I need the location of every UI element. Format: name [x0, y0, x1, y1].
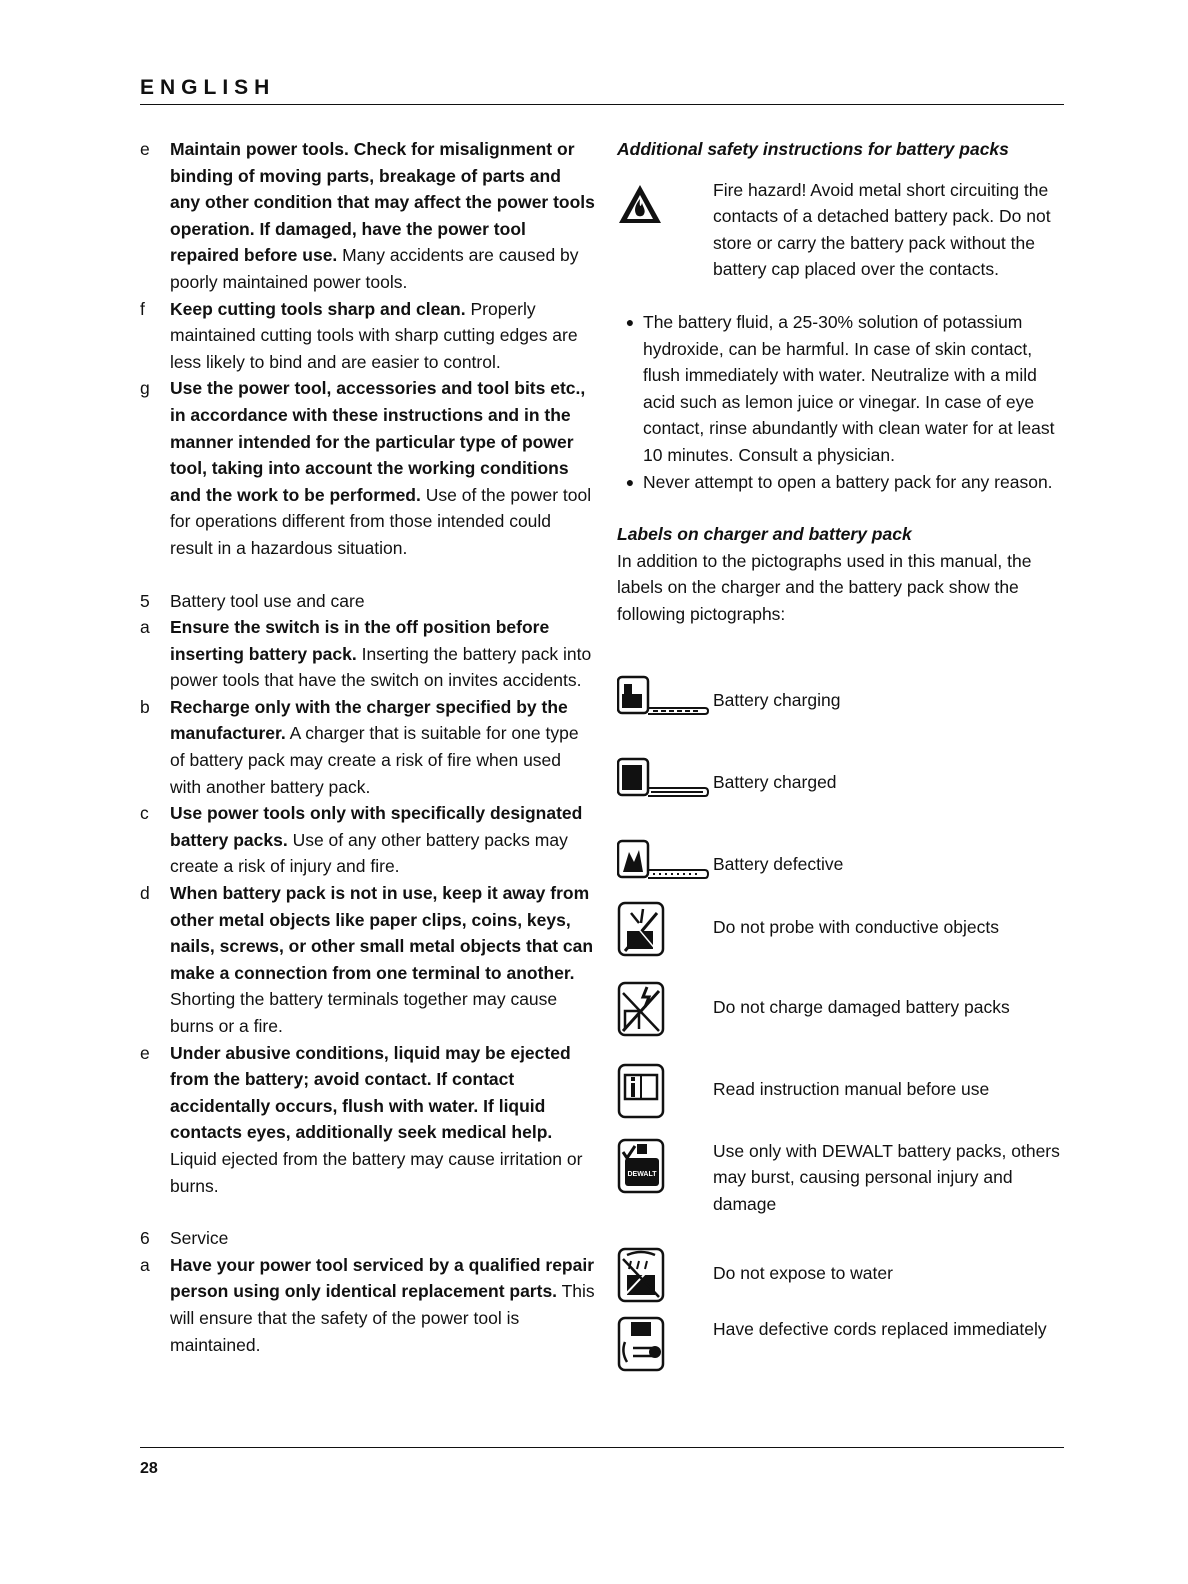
pictograph-row: Do not charge damaged battery packs: [617, 974, 1067, 1044]
list-item: a Have your power tool serviced by a qualified repair person using only identical replacement parts. This will ensure that the safety of the power tool is maintained.: [140, 1254, 595, 1355]
list-item: ● Never attempt to open a battery pack for any reason.: [625, 471, 1053, 492]
pictograph-row: Have defective cords replaced immediately: [617, 1316, 1067, 1382]
pictograph-row: Do not expose to water: [617, 1240, 1067, 1310]
pictograph-row: Battery defective: [617, 818, 1067, 880]
fire-hazard-icon: [617, 177, 713, 283]
no-probe-icon: [617, 901, 713, 957]
list-item: g Use the power tool, accessories and tool bits etc., in accordance with these instructions and in the manner intended for the particular type of power tool, taking into account the working conditions and the work to be performed. Use of the power tool for operations different from those intended could result in a hazardous situation.: [140, 378, 592, 558]
no-water-icon: [617, 1247, 713, 1303]
list-item: a Ensure the switch is in the off position before inserting battery pack. Inserting the battery pack into power tools that have the switch on invites accidents.: [140, 617, 592, 691]
dewalt-battery-icon: [617, 1138, 713, 1194]
language-title: ENGLISH: [140, 76, 276, 99]
page-number: 28: [140, 1460, 158, 1477]
list-item: ● The battery fluid, a 25-30% solution of potassium hydroxide, can be harmful. In case of skin contact, flush immediately with water. Neutralize with a mild acid such as lemon juice or vinegar. In case of eye contact, rinse abundantly with clean water for at least 10 minutes. Consult a physician.: [625, 311, 1055, 465]
battery-bullets: [617, 309, 1067, 495]
section-heading-5: 5 Battery tool use and care: [140, 590, 365, 611]
pictograph-row: Battery charged: [617, 736, 1067, 798]
pictograph-row: Do not probe with conductive objects: [617, 894, 1067, 964]
list-item: e Under abusive conditions, liquid may be ejected from the battery; avoid contact. If contact accidentally occurs, flush with water. If liquid contacts eyes, additionally seek medical help. Liquid ejected from the battery may cause irritation or burns.: [140, 1042, 583, 1196]
no-damaged-charge-icon: [617, 981, 713, 1037]
left-column: [140, 136, 595, 1358]
section-heading-6: 6 Service: [140, 1228, 229, 1249]
list-item: d When battery pack is not in use, keep it away from other metal objects like paper clips, coins, keys, nails, screws, or other small metal objects that can make a connection from one terminal to another. Shorting the battery terminals together may cause burns or a fire.: [140, 883, 594, 1036]
pictograph-row: Battery charging: [617, 656, 1067, 716]
dewalt-badge-text: DEWALT: [627, 1170, 657, 1178]
safety-heading: Additional safety instructions for battery packs: [617, 139, 1009, 159]
list-item: f Keep cutting tools sharp and clean. Properly maintained cutting tools with sharp cutting edges are less likely to bind and are easier to control.: [140, 298, 578, 372]
battery-defective-icon: [617, 838, 713, 880]
fire-warning: Fire hazard! Avoid metal short circuiting the contacts of a detached battery pack. Do not store or carry the battery pack without the battery cap placed over the contacts.: [617, 177, 1067, 283]
labels-heading: Labels on charger and battery pack: [617, 524, 912, 545]
list-item: c Use power tools only with specifically designated battery packs. Use of any other battery packs may create a risk of injury and fire.: [140, 803, 583, 877]
right-column: [617, 136, 1067, 1382]
list-item: b Recharge only with the charger specified by the manufacturer. A charger that is suitable for one type of battery pack may create a risk of fire when used with another battery pack.: [140, 696, 579, 797]
labels-intro: In addition to the pictographs used in this manual, the labels on the charger and the battery pack show the following pictographs:: [617, 550, 1032, 624]
footer-rule: [140, 1447, 1064, 1448]
pictograph-row: Read instruction manual before use: [617, 1056, 1067, 1126]
page-header: [140, 76, 1064, 105]
battery-charging-icon: [617, 674, 713, 716]
read-manual-icon: [617, 1063, 713, 1119]
cord-replace-icon: [617, 1316, 713, 1372]
pictograph-row: DEWALT Use only with DEWALT battery packs, others may burst, causing personal injury and damage: [617, 1138, 1067, 1220]
battery-charged-icon: [617, 756, 713, 798]
list-item: e Maintain power tools. Check for misalignment or binding of moving parts, breakage of parts and any other condition that may affect the power tools operation. If damaged, have the power tool repaired before use. Many accidents are caused by poorly maintained power tools.: [140, 139, 595, 292]
